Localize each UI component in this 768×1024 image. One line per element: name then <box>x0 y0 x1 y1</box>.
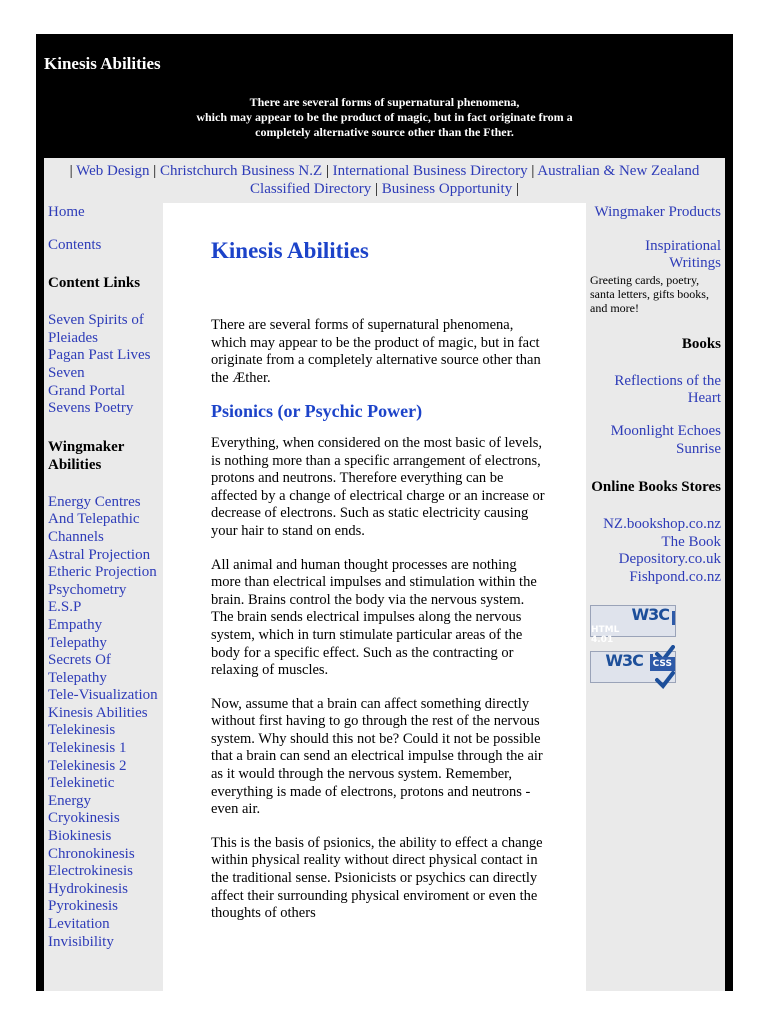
store-link[interactable]: The Book Depository.co.uk <box>618 533 721 568</box>
w3c-css-badge[interactable] <box>590 651 676 683</box>
store-link[interactable]: NZ.bookshop.co.nz <box>603 516 721 533</box>
ability-link[interactable]: Chronokinesis <box>48 845 135 862</box>
ability-link[interactable]: Empathy <box>48 616 103 633</box>
nav-business-opportunity[interactable]: Business Opportunity <box>381 181 513 197</box>
ability-link[interactable]: Telepathy <box>48 634 107 651</box>
nav-christchurch-business[interactable]: Christchurch Business N.Z <box>160 163 323 179</box>
wingmaker-products-link[interactable]: Wingmaker Products <box>594 204 721 220</box>
sidebar-link[interactable]: Seven Spirits of Pleiades <box>48 312 144 346</box>
header-intro: There are several forms of supernatural phenomena, which may appear to be the product of magic, but in fact originate from a completely alternative source other than the Fther. <box>196 95 573 139</box>
writings-blurb: Greeting cards, poetry, santa letters, gifts books, and more! <box>590 272 709 315</box>
ability-link[interactable]: E.S.P <box>48 599 82 616</box>
page-title: Kinesis Abilities <box>211 238 369 263</box>
nav-web-design[interactable]: Web Design <box>76 163 150 179</box>
ability-link[interactable]: Telekinesis <box>48 722 116 739</box>
w3c-logo: W3C <box>631 604 669 624</box>
ability-link[interactable]: Psychometry <box>48 581 127 598</box>
ability-link[interactable]: Hydrokinesis <box>48 880 128 897</box>
site-title: Kinesis Abilities <box>44 54 161 73</box>
w3c-html-badge[interactable] <box>590 604 676 646</box>
badge-label: CSS <box>650 657 675 671</box>
ability-link[interactable]: Pyrokinesis <box>48 898 119 915</box>
ability-link[interactable]: Levitation <box>48 916 110 932</box>
ability-link[interactable]: Etheric Projection <box>48 564 157 581</box>
books-heading: Books <box>681 335 721 352</box>
ability-link[interactable]: Telekinetic Energy <box>48 775 115 809</box>
article-body <box>211 317 545 939</box>
sidebar-link[interactable]: Grand Portal <box>48 382 126 399</box>
check-icon <box>655 671 675 689</box>
ability-link[interactable]: Telekinesis 1 <box>48 740 127 757</box>
store-link[interactable]: Fishpond.co.nz <box>629 568 721 585</box>
paragraph: Everything, when considered on the most basic of levels, is nothing more than a specific arrangement of electrons, protons and neutrons. Therefore everything can be affected by a change of electrical charge or an increase or decrease of electrons. Such as static electricity causing your hair to stand on ends. <box>211 434 545 539</box>
nav-international-business-directory[interactable]: International Business Directory <box>332 163 528 179</box>
inspirational-writings-link[interactable]: Inspirational Writings <box>645 237 721 272</box>
right-sidebar <box>590 204 721 683</box>
stores-heading: Online Books Stores <box>591 479 721 496</box>
sidebar-link[interactable]: Seven <box>48 364 85 381</box>
sidebar-link-contents[interactable]: Contents <box>48 236 102 253</box>
book-link[interactable]: Moonlight Echoes Sunrise <box>610 422 721 457</box>
top-navigation: | Web Design | Christchurch Business N.Z | International Business Directory | Australian & New Zealand Classified Directory | Business Opportunity | <box>69 163 700 197</box>
ability-link[interactable]: Kinesis Abilities <box>48 704 148 721</box>
section-heading: Psionics (or Psychic Power) <box>211 401 423 422</box>
sidebar-link-home[interactable]: Home <box>48 204 85 220</box>
paragraph: Now, assume that a brain can affect something directly without first having to go through the rest of the nervous system. Why should this not be? Could it not be possible that a brain can send an electrical impulse through the air as it would through the nervous system. Remember, everything is made of electrons, protons and neutrons - even air. <box>211 695 543 818</box>
wingmaker-abilities-heading: Wingmaker Abilities <box>48 438 125 473</box>
badge-label: HTML 4.01 <box>591 611 675 669</box>
ability-link[interactable]: And Telepathic Channels <box>48 511 140 545</box>
ability-link[interactable]: Secrets Of Telepathy <box>48 652 111 686</box>
main-content <box>163 203 586 991</box>
left-sidebar <box>48 204 160 951</box>
paragraph: All animal and human thought processes are nothing more than electrical impulses and stimulation within the brain. Brains control the body via the nervous system. The brain sends electrical impulses along the nervous system, which in turn stimulate particular areas of the body for a specific effect. Such as the contracting or relaxing of muscles. <box>211 556 537 679</box>
nav-australian-nz-directory[interactable]: Australian & New Zealand Classified Directory <box>250 163 700 197</box>
ability-link[interactable]: Cryokinesis <box>48 810 120 827</box>
inner-panel <box>44 158 725 991</box>
ability-link[interactable]: Electrokinesis <box>48 863 133 880</box>
page-frame <box>36 34 733 991</box>
ability-link[interactable]: Biokinesis <box>48 828 112 845</box>
book-link[interactable]: Reflections of the Heart <box>614 372 721 407</box>
paragraph: This is the basis of psionics, the ability to effect a change within physical reality without direct physical contact in the traditional sense. Psionicists or psychics can directly affect their surrounding physical enviroment or even the thoughts of others <box>211 834 543 922</box>
content-links-heading: Content Links <box>48 275 141 292</box>
w3c-logo: W3C <box>605 650 643 670</box>
ability-link[interactable]: Tele-Visualization <box>48 687 158 704</box>
ability-link[interactable]: Telekinesis 2 <box>48 757 127 774</box>
sidebar-link[interactable]: Pagan Past Lives <box>48 347 151 364</box>
sidebar-link[interactable]: Sevens Poetry <box>48 400 134 417</box>
ability-link[interactable]: Energy Centres <box>48 493 141 510</box>
intro-paragraph: There are several forms of supernatural phenomena, which may appear to be the product of magic, but in fact originate from a completely alternative source other than the Æther. <box>211 317 541 386</box>
ability-link[interactable]: Invisibility <box>48 933 114 950</box>
ability-link[interactable]: Astral Projection <box>48 546 151 563</box>
